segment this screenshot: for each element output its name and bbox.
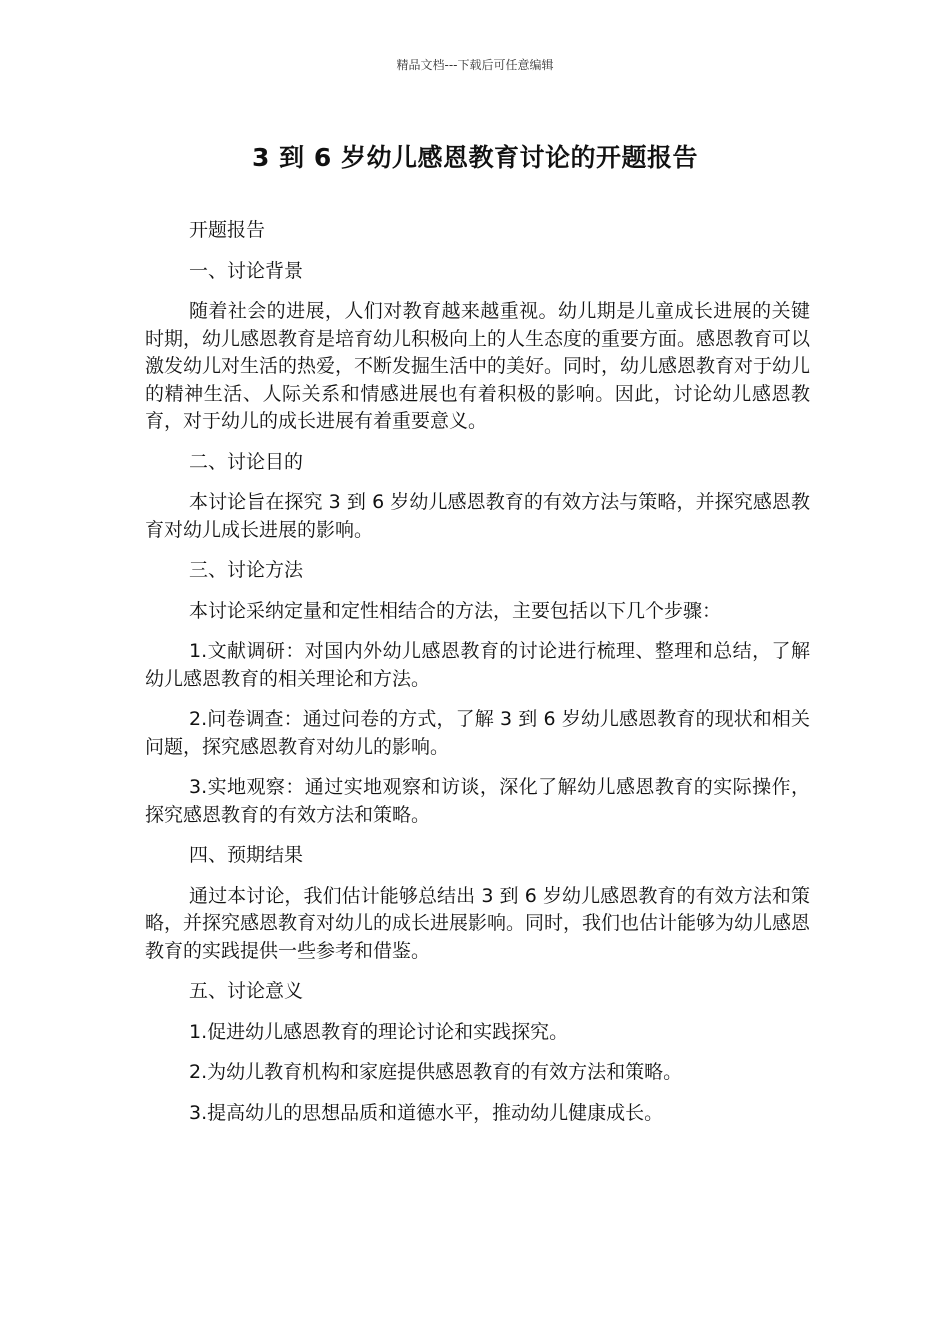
section-heading-method: 三、讨论方法	[189, 559, 304, 581]
document-title: 3 到 6 岁幼儿感恩教育讨论的开题报告	[252, 143, 698, 172]
page-header: 精品文档---下载后可任意编辑	[396, 58, 554, 72]
list-item-significance-1: 1.促进幼儿感恩教育的理论讨论和实践探究。	[189, 1020, 569, 1043]
list-item-significance-2: 2.为幼儿教育机构和家庭提供感恩教育的有效方法和策略。	[189, 1061, 683, 1083]
section-heading-significance: 五、讨论意义	[189, 980, 304, 1002]
section-heading-background: 一、讨论背景	[189, 259, 304, 282]
list-item-method-2: 2.问卷调查：通过问卷的方式，了解 3 到 6 岁幼儿感恩教育的现状和相关问题，探究感恩教育对幼儿的影响。	[145, 708, 810, 758]
paragraph-background: 随着社会的进展，人们对教育越来越重视。幼儿期是儿童成长进展的关键时期，幼儿感恩教育是培育幼儿积极向上的人生态度的重要方面。感恩教育可以激发幼儿对生活的热爱，不断发掘生活中的美好。同时，幼儿感恩教育对于幼儿的精神生活、人际关系和情感进展也有着积极的影响。因此，讨论幼儿感恩教育，对于幼儿的成长进展有着重要意义。	[145, 300, 811, 432]
section-heading-expected-results: 四、预期结果	[189, 844, 304, 866]
document-body	[145, 217, 810, 1140]
paragraph-expected-results: 通过本讨论，我们估计能够总结出 3 到 6 岁幼儿感恩教育的有效方法和策略，并探究感恩教育对幼儿的成长进展影响。同时，我们也估计能够为幼儿感恩教育的实践提供一些参考和借鉴。	[145, 884, 811, 962]
list-item-significance-3: 3.提高幼儿的思想品质和道德水平，推动幼儿健康成长。	[189, 1101, 664, 1124]
list-item-method-3: 3.实地观察：通过实地观察和访谈，深化了解幼儿感恩教育的实际操作，探究感恩教育的有效方法和策略。	[145, 776, 810, 826]
list-item-method-1: 1.文献调研：对国内外幼儿感恩教育的讨论进行梳理、整理和总结，了解幼儿感恩教育的相关理论和方法。	[145, 640, 810, 690]
paragraph-purpose: 本讨论旨在探究 3 到 6 岁幼儿感恩教育的有效方法与策略，并探究感恩教育对幼儿成长进展的影响。	[145, 491, 810, 541]
section-heading-purpose: 二、讨论目的	[189, 450, 304, 473]
section-label-report: 开题报告	[189, 219, 266, 241]
paragraph-method-intro: 本讨论采纳定量和定性相结合的方法，主要包括以下几个步骤：	[189, 599, 722, 622]
